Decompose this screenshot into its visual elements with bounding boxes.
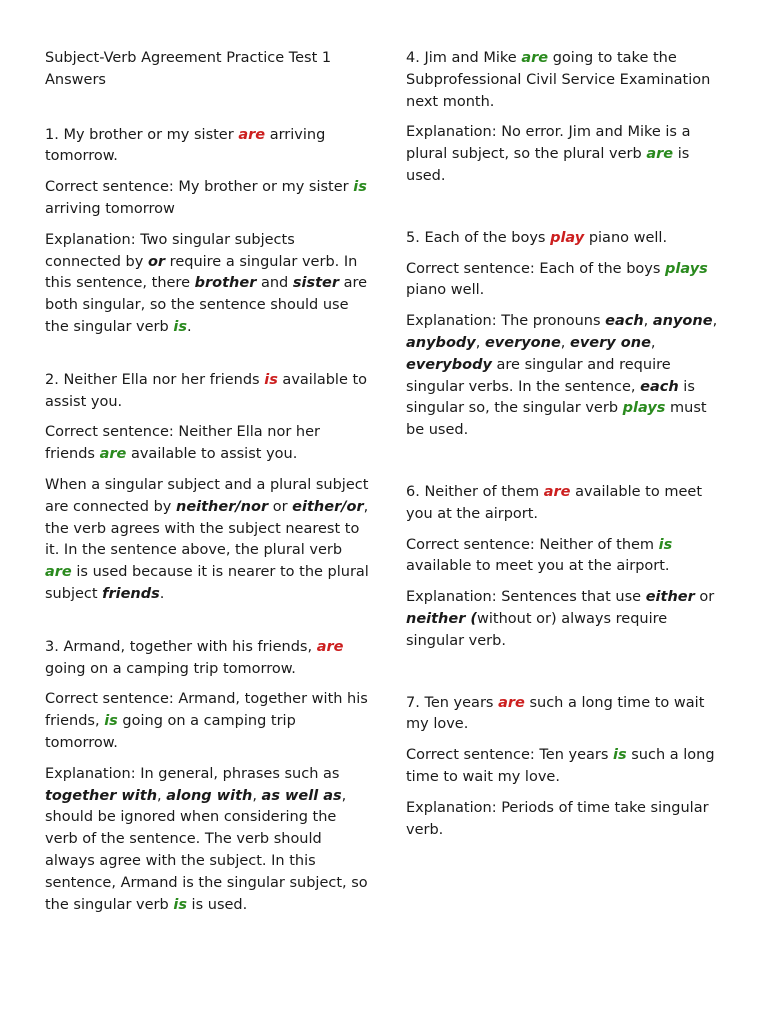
question-item-7 [406,693,726,842]
correct-sentence: Correct sentence: My brother or my sister is arriving tomorrow [45,179,367,217]
correct-sentence: Correct sentence: Neither of them is available to meet you at the airport. [406,536,673,575]
incorrect-verb: play [550,229,585,246]
explanation-text: Explanation: Sentences that use either or neither (without or) always require singular verb. [406,589,715,649]
incorrect-verb: are [498,694,525,711]
correct-verb: is [353,179,367,196]
question-item-6 [406,482,726,653]
correct-sentence: Correct sentence: Each of the boys plays piano well. [406,260,708,299]
incorrect-verb: are [238,126,266,143]
correct-sentence: Correct sentence: Armand, together with his friends, is going on a camping trip tomorrow. [45,691,368,751]
correct-verb: are [99,446,127,463]
question-item-3 [45,637,370,917]
explanation-text: When a singular subject and a plural subject are connected by neither/nor or either/or, the verb agrees with the subject nearest to it. In the sentence above, the plural verb are is used because it is nearer to the plural subject friends. [45,476,369,602]
right-column [406,48,726,850]
left-column [45,48,370,925]
question-text: 3. Armand, together with his friends, are going on a camping trip tomorrow. [45,638,344,677]
question-item-5 [406,228,726,442]
correct-verb: is [658,536,673,553]
question-text: 6. Neither of them are available to meet you at the airport. [406,483,702,522]
question-text: 7. Ten years are such a long time to wait my love. [406,694,705,733]
document-title [45,48,370,92]
explanation-text: Explanation: The pronouns each, anyone, anybody, everyone, every one, everybody are singular and require singular verbs. In the sentence, each is singular so, the singular verb plays must be used. [406,313,718,439]
explanation-text: Explanation: Periods of time take singular verb. [406,799,709,838]
explanation-text: Explanation: Two singular subjects connected by or require a singular verb. In this sentence, there brother and sister are both singular, so the sentence should use the singular verb is. [45,231,368,335]
question-item-4 [406,48,726,188]
incorrect-verb: is [264,371,278,388]
title-line-2: Answers [45,71,106,88]
question-text: 4. Jim and Mike are going to take the Subprofessional Civil Service Examination next month. [406,50,711,110]
title-line-1: Subject-Verb Agreement Practice Test 1 [45,50,332,66]
correct-verb: plays [665,260,708,277]
explanation-text: Explanation: No error. Jim and Mike is a plural subject, so the plural verb are is used. [406,124,691,184]
question-item-2 [45,370,370,606]
explanation-text: Explanation: In general, phrases such as together with, along with, as well as, should be ignored when considering the verb of the sentence. The verb should always agree with the subject. In this sentence, Armand is the singular subject, so the singular verb is is used. [45,765,368,913]
correct-verb: is [104,713,118,730]
question-text: 2. Neither Ella nor her friends is available to assist you. [45,371,368,410]
incorrect-verb: are [543,483,571,500]
correct-sentence: Correct sentence: Ten years is such a long time to wait my love. [406,747,715,785]
incorrect-verb: are [316,638,344,655]
question-text: 5. Each of the boys play piano well. [406,229,668,246]
correct-sentence: Correct sentence: Neither Ella nor her friends are available to assist you. [45,424,320,463]
highlighted-verb: are [521,50,549,66]
correct-verb: is [613,747,627,764]
question-item-1 [45,125,370,339]
question-text: 1. My brother or my sister are arriving tomorrow. [45,126,326,165]
